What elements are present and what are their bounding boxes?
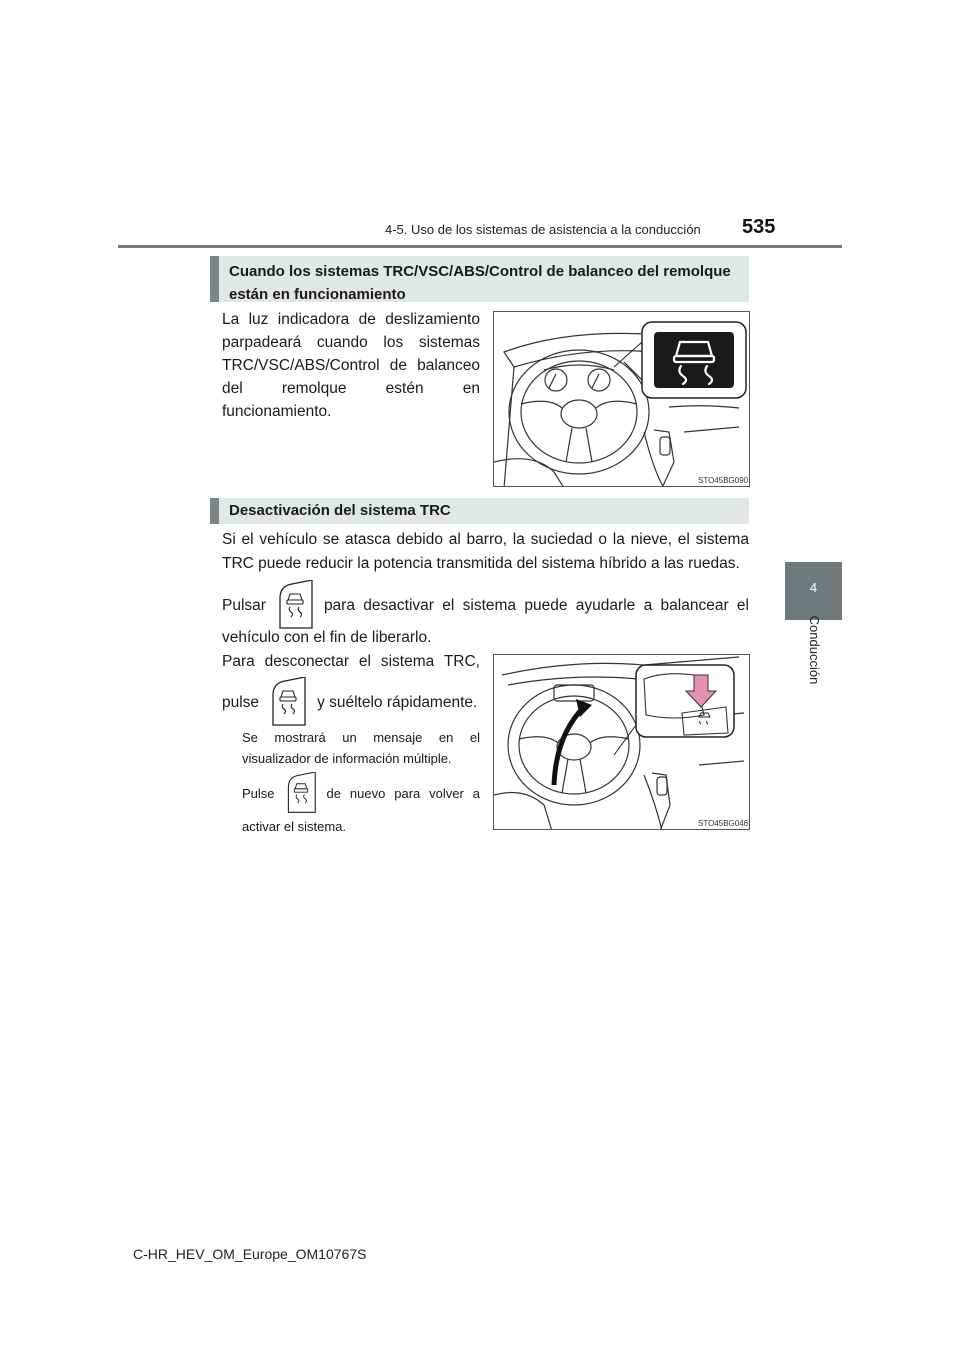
text-line: La luz indicadora de deslizamiento: [222, 311, 480, 328]
figure-code: STO45BG090: [698, 476, 749, 485]
text-fragment: para desactivar el sistema puede ayudarle a balancear el: [323, 596, 749, 614]
section1-text: [222, 308, 480, 423]
text-fragment: Pulse: [242, 785, 275, 801]
section-heading-active: Cuando los sistemas TRC/VSC/ABS/Control de balanceo del remolque están en funcionamiento: [210, 256, 749, 302]
text-line: TRC/VSC/ABS/Control de balanceo: [222, 357, 480, 374]
vsc-off-button-icon: [272, 580, 318, 630]
text-line: Se mostrará un mensaje en el: [242, 730, 480, 745]
chapter-label: Conducción: [807, 615, 822, 685]
vsc-off-button-icon: [281, 772, 321, 814]
text-fragment: y suéltelo rápidamente.: [317, 693, 478, 711]
text-line: visualizador de información múltiple.: [242, 751, 452, 766]
section-heading-trc-off: Desactivación del sistema TRC: [210, 498, 749, 524]
text-line: activar el sistema.: [242, 819, 347, 834]
text-line: parpadeará cuando los sistemas: [222, 334, 480, 351]
text-line: funcionamiento.: [222, 403, 332, 420]
dashboard-illustration-2: [493, 654, 750, 830]
figure-code: STO45BG046: [698, 819, 749, 828]
note-reactivate: [242, 770, 480, 837]
page-number: 535: [742, 216, 776, 238]
section2-paragraph-3: [222, 650, 480, 729]
section2-paragraph-1: Si el vehículo se atasca debido al barro, la suciedad o la nieve, el sistema TRC puede reducir la potencia transmitida del sistema híbrido a las ruedas.: [222, 531, 749, 572]
text-line: del remolque estén en: [222, 380, 480, 397]
arrow-indicator: [554, 699, 592, 785]
note-line: [242, 770, 480, 816]
paragraph-3-line: [222, 675, 480, 729]
document-code: C-HR_HEV_OM_Europe_OM10767S: [133, 1246, 367, 1262]
text-fragment: Pulsar: [222, 596, 266, 614]
text-fragment: de nuevo para volver a: [326, 785, 480, 801]
header-rule: [118, 245, 842, 248]
vsc-off-button-icon: [265, 677, 311, 727]
section2-paragraph-2: [222, 578, 749, 646]
dashboard-drawing: [494, 655, 750, 830]
paragraph-2-line: [222, 578, 749, 632]
dashboard-drawing: [494, 312, 750, 487]
note-message: [242, 727, 480, 769]
text-fragment: pulse: [222, 693, 260, 711]
dashboard-illustration-1: [493, 311, 750, 487]
chapter-number: 4: [809, 580, 818, 595]
text-line: Para desconectar el sistema TRC,: [222, 653, 480, 670]
text-line: vehículo con el fin de liberarlo.: [222, 629, 432, 646]
running-header: 4-5. Uso de los sistemas de asistencia a la conducción: [385, 222, 701, 237]
